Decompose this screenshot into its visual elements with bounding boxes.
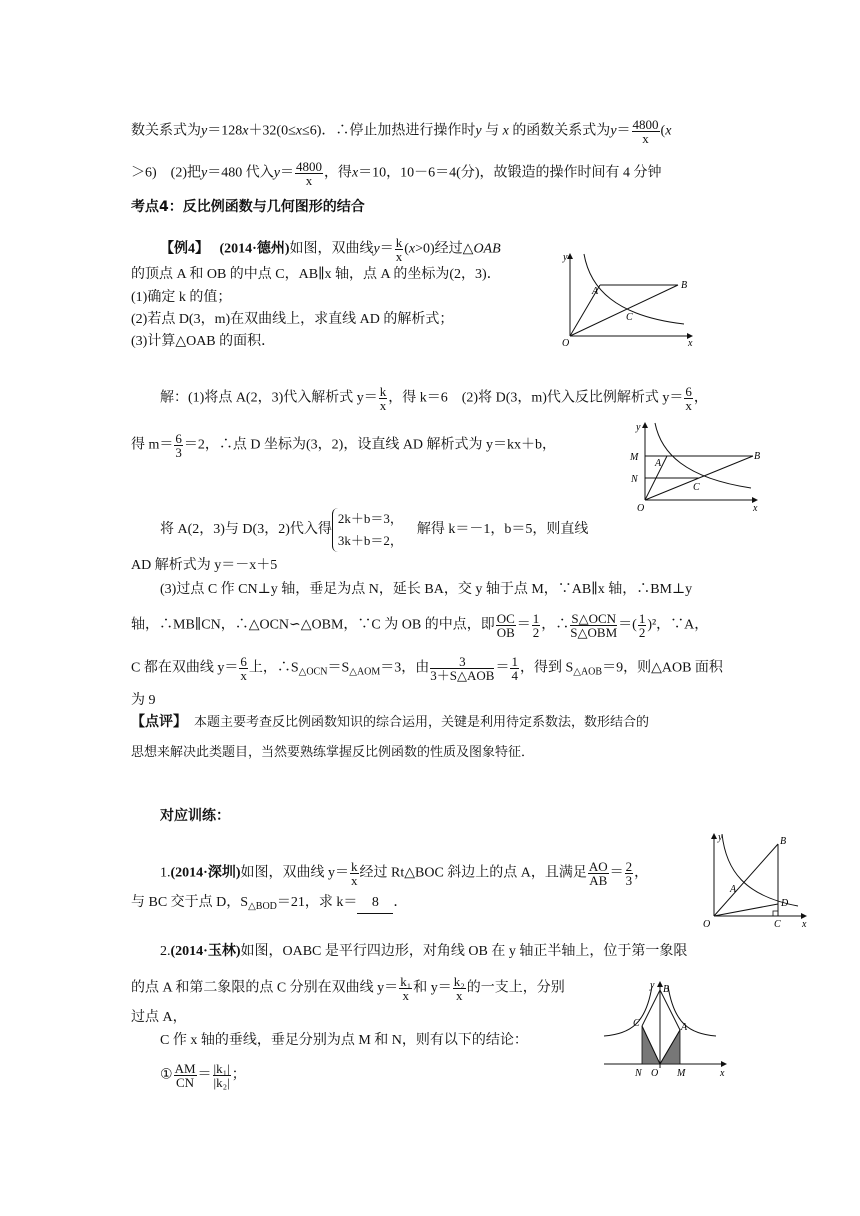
var-x: x	[502, 123, 509, 139]
label-y: y	[718, 832, 723, 843]
text: ＝3，由	[380, 660, 430, 676]
text: ，∴	[541, 617, 570, 633]
text: 与 BC 交于点 D，S	[131, 895, 249, 910]
numerator: 1	[532, 611, 540, 626]
problem-2-line-5: ① $\frac{AM}{CN}$ ＝ $\frac{\text{|k₁|}}{\text{|k₂|}}$ ；	[160, 1061, 246, 1090]
text: 与	[485, 123, 500, 139]
section-title: 考点4：反比例函数与几何图形的结合	[131, 199, 365, 215]
numerator: 2	[625, 859, 633, 874]
numerator: 4800	[295, 159, 322, 174]
numerator: k₂	[453, 974, 465, 989]
numerator: k	[395, 235, 403, 250]
label-x: x	[753, 503, 758, 513]
denominator: 3＋S△AOB	[430, 668, 495, 683]
text: 解：(1)将点 A(2，3)代入解析式 y＝	[160, 390, 378, 406]
text: ≤6)．∴停止加热进行操作时	[302, 123, 476, 139]
label-n: N	[631, 474, 638, 485]
fraction-abs-k1-k2	[213, 1062, 231, 1089]
fraction-6-x	[239, 655, 248, 682]
var-x: x	[408, 241, 416, 257]
question-1: (1)确定 k 的值；	[131, 290, 232, 305]
denominator: x	[456, 988, 463, 1003]
var-x: x	[242, 123, 249, 139]
subscript: △AOM	[349, 666, 381, 678]
comment-tag: 【点评】	[131, 715, 180, 730]
label-b: B	[754, 451, 761, 462]
fraction-oc-ob	[496, 612, 516, 639]
numerator: 6	[175, 431, 182, 446]
example-tag: 【例4】	[160, 241, 202, 257]
text: 如图，双曲线	[289, 241, 374, 257]
fraction-am-cn	[174, 1062, 197, 1089]
numerator: AM	[174, 1061, 196, 1076]
example-4-line-2: 的顶点 A 和 OB 的中点 C，AB∥x 轴，点 A 的坐标为(2，3)．	[131, 267, 501, 282]
var-x: x	[351, 165, 359, 181]
label-a: A	[681, 1022, 688, 1033]
var-y: y	[373, 241, 380, 257]
source: (2014·深圳)	[170, 865, 241, 881]
var-x: x	[295, 123, 303, 139]
solution-line-2	[131, 432, 556, 459]
text: ＞6)	[131, 165, 157, 181]
label-x: x	[802, 919, 807, 930]
denominator: 2	[532, 625, 540, 640]
subscript: △OCN	[298, 666, 328, 678]
text: 如图，双曲线 y＝	[240, 865, 349, 881]
label-y: y	[636, 422, 641, 433]
label-d: D	[781, 898, 789, 909]
numerator: 6	[240, 654, 247, 669]
text: 经过 Rt△BOC 斜边上的点 A，且满足	[359, 865, 587, 881]
label-m: M	[630, 452, 639, 463]
figure-example-4	[560, 248, 700, 348]
question-3: (3)计算△OAB 的面积．	[131, 334, 276, 349]
denominator: x	[305, 173, 313, 188]
denominator: x	[402, 988, 409, 1003]
comment-line-1	[131, 713, 649, 733]
figure-problem-1	[700, 830, 810, 930]
label-o: O	[651, 1068, 659, 1078]
fraction-6-3	[174, 432, 183, 459]
denominator: x	[351, 873, 358, 888]
label-c: C	[774, 919, 781, 930]
figure-problem-2	[600, 978, 730, 1078]
fraction-ao-ab	[588, 860, 609, 887]
numerator: 3	[430, 655, 494, 669]
fraction-k-x	[395, 236, 404, 263]
denominator: 4	[511, 668, 518, 683]
fraction-k1-x	[399, 975, 412, 1002]
comment-line-2: 思想来解决此类题目，当然要熟练掌握反比例函数的性质及图象特征．	[131, 745, 535, 760]
text: ＝9，则△AOB 面积	[602, 660, 723, 676]
label-n: N	[635, 1068, 642, 1078]
text: OAB	[473, 241, 501, 257]
var-y: y	[610, 123, 617, 139]
top-line-1: 数关系式为y＝128x＋32(0≤x≤6)．∴停止加热进行操作时y 与 x 的函数关系式为y＝ $\frac{4800}{x}$ (x	[131, 117, 672, 146]
text: ①	[160, 1067, 173, 1083]
label-o: O	[703, 919, 711, 930]
fraction-2-3	[625, 860, 634, 887]
var-y: y	[273, 165, 280, 181]
numerator: OC	[496, 611, 515, 626]
label-a: A	[730, 884, 737, 895]
denominator: 3	[625, 873, 633, 888]
text: 的点 A 和第二象限的点 C 分别在双曲线 y＝	[131, 980, 399, 996]
equation-1: 2k＋b＝3，	[337, 511, 403, 526]
text: ＝	[609, 865, 624, 881]
text: ，得 k＝6 (2)将 D(3，m)代入反比例解析式 y＝	[388, 390, 684, 406]
numerator: AO	[588, 859, 608, 874]
var-y: y	[201, 165, 208, 181]
label-o: O	[562, 338, 570, 348]
numerator: 6	[685, 384, 692, 399]
text: 1.	[160, 865, 171, 881]
solution-line-3	[160, 508, 588, 552]
question-2: (2)若点 D(3，m)在双曲线上，求直线 AD 的解析式；	[131, 312, 454, 327]
denominator: x	[379, 398, 387, 413]
label-y: y	[563, 252, 568, 263]
fraction-k-x	[350, 860, 359, 887]
solution-line-1: 解：(1)将点 A(2，3)代入解析式 y＝ $\frac{k}{x}$ ，得 k＝6 (2)将 D(3，m)代入反比例解析式 y＝ $\frac{6}{x}$ ，	[160, 384, 708, 413]
fraction-6-x	[684, 385, 693, 412]
numerator: k₁	[400, 974, 412, 989]
denominator: x	[240, 668, 247, 683]
label-c: C	[633, 1018, 640, 1029]
text: ＝(	[618, 617, 637, 633]
text: 本题主要考查反比例函数知识的综合运用，关键是利用待定系数法，数形结合的	[194, 715, 650, 730]
text: ；	[231, 1067, 246, 1083]
subscript: △AOB	[573, 666, 603, 678]
solution-line-5: (3)过点 C 作 CN⊥y 轴，垂足为点 N，延长 BA，交 y 轴于点 M，∵AB∥x 轴，∴BM⊥y	[160, 582, 693, 597]
solution-line-7	[131, 655, 723, 683]
denominator: x	[685, 398, 692, 413]
label-x: x	[688, 338, 693, 348]
text: >0)经过△	[415, 241, 474, 257]
text: (	[404, 241, 409, 257]
problem-1-line-2	[131, 893, 407, 917]
top-line-2: ＞6) (2)把y＝480 代入y＝ $\frac{4800}{x}$ ，得x＝10，10－6＝4(分)，故锻造的操作时间有 4 分钟	[131, 159, 662, 188]
figure-solution	[615, 418, 765, 513]
denominator: CN	[176, 1075, 195, 1090]
text: ＝	[495, 660, 510, 676]
text: ＝10，10－6＝4(分)，故锻造的操作时间有 4 分钟	[358, 165, 662, 181]
var-y: y	[475, 123, 482, 139]
fraction-4800-x	[295, 160, 323, 187]
text: (	[660, 123, 666, 139]
label-b: B	[681, 280, 688, 291]
fraction-4800-x	[632, 118, 660, 145]
label-c: C	[693, 482, 700, 493]
fraction-3-sum	[430, 655, 494, 682]
label-b: B	[663, 984, 670, 995]
label-m: M	[677, 1068, 686, 1078]
text: )²，∵A，	[647, 617, 709, 633]
fraction-k2-x	[453, 975, 466, 1002]
fraction-1-4	[510, 655, 519, 682]
text: 解得 k＝－1，b＝5，则直线	[416, 522, 589, 538]
text: (2)把	[170, 165, 201, 181]
denominator: S△OBM	[570, 625, 618, 640]
problem-2-line-1	[160, 942, 687, 962]
text: 上，∴S	[248, 660, 299, 676]
problem-2-line-4: C 作 x 轴的垂线，垂足分别为点 M 和 N，则有以下的结论：	[160, 1033, 528, 1048]
numerator: k	[351, 859, 358, 874]
text: ＝128	[207, 123, 243, 139]
numerator: 1	[511, 654, 518, 669]
text: ，得	[323, 165, 352, 181]
source: (2014·德州)	[219, 241, 290, 257]
numerator: S△OCN	[571, 611, 617, 626]
text: ＝21，求 k＝	[276, 895, 358, 910]
fraction-1-2	[638, 612, 647, 639]
subscript: △BOD	[248, 901, 277, 912]
label-b: B	[780, 836, 787, 847]
text: 轴，∴MB∥CN，∴△OCN∽△OBM，∵C 为 OB 的中点，即	[131, 617, 495, 633]
text: ＝S	[327, 660, 350, 676]
text: 数关系式为	[131, 123, 201, 139]
label-o: O	[637, 503, 645, 513]
text: 将 A(2，3)与 D(3，2)代入得	[160, 522, 332, 538]
text: 2.	[160, 944, 171, 959]
text: C 都在双曲线 y＝	[131, 660, 239, 676]
solution-line-6: 轴，∴MB∥CN，∴△OCN∽△OBM，∵C 为 OB 的中点，即 $\frac{OC}{OB}$ ＝ $\frac{1}{2}$ ，∴ $\frac{\text{S△OCN}}{\text{S△OBM}}$ ＝( $\frac{1}{2}$ )²，∵A，	[131, 611, 709, 640]
denominator: OB	[496, 625, 515, 640]
text: 的一支上，分别	[466, 980, 565, 996]
label-y: y	[650, 980, 655, 991]
text: 得 m＝	[131, 437, 174, 453]
var-y: y	[201, 123, 208, 139]
denominator: AB	[589, 873, 608, 888]
text: ，得到 S	[519, 660, 574, 676]
var-x: x	[665, 123, 672, 139]
text: ，	[634, 865, 649, 881]
text: ．	[393, 895, 408, 910]
problem-1-line-1	[160, 860, 648, 887]
label-a: A	[592, 286, 599, 297]
label-c: C	[626, 312, 633, 323]
solution-line-4: AD 解析式为 y＝－x＋5	[131, 558, 278, 573]
equation-2: 3k＋b＝2，	[337, 533, 403, 548]
fraction-area-ratio	[570, 612, 617, 639]
fraction-1-2	[532, 612, 541, 639]
denominator: x	[642, 131, 649, 146]
denominator: 3	[175, 445, 182, 460]
denominator: |k₂|	[213, 1075, 230, 1090]
fraction-k-x	[379, 385, 388, 412]
equation-system	[332, 508, 403, 552]
label-x: x	[720, 1068, 725, 1078]
answer-blank: 8	[357, 893, 393, 914]
numerator: |k₁|	[213, 1061, 230, 1076]
text: ＋32(0≤	[248, 123, 296, 139]
problem-2-line-3: 过点 A，	[131, 1010, 187, 1025]
solution-line-8: 为 9	[131, 693, 156, 708]
numerator: 1	[638, 611, 646, 626]
text: 如图，OABC 是平行四边形，对角线 OB 在 y 轴正半轴上，位于第一象限	[240, 944, 688, 959]
denominator: 2	[638, 625, 646, 640]
text: ＝480 代入	[207, 165, 274, 181]
numerator: k	[379, 384, 387, 399]
problem-2-line-2	[131, 975, 565, 1002]
training-title: 对应训练：	[160, 808, 230, 824]
source: (2014·玉林)	[170, 944, 241, 959]
numerator: 4800	[632, 117, 659, 132]
text: 的函数关系式为	[512, 123, 611, 139]
text: ＝2，∴点 D 坐标为(3，2)，设直线 AD 解析式为 y＝kx＋b，	[183, 437, 557, 453]
denominator: x	[395, 249, 403, 264]
example-4-line-1: 【例4】 (2014·德州)如图，双曲线y＝ $\frac{k}{x}$ (x>0)经过△OAB	[160, 235, 501, 264]
text: 和 y＝	[413, 980, 452, 996]
label-a: A	[655, 458, 662, 469]
